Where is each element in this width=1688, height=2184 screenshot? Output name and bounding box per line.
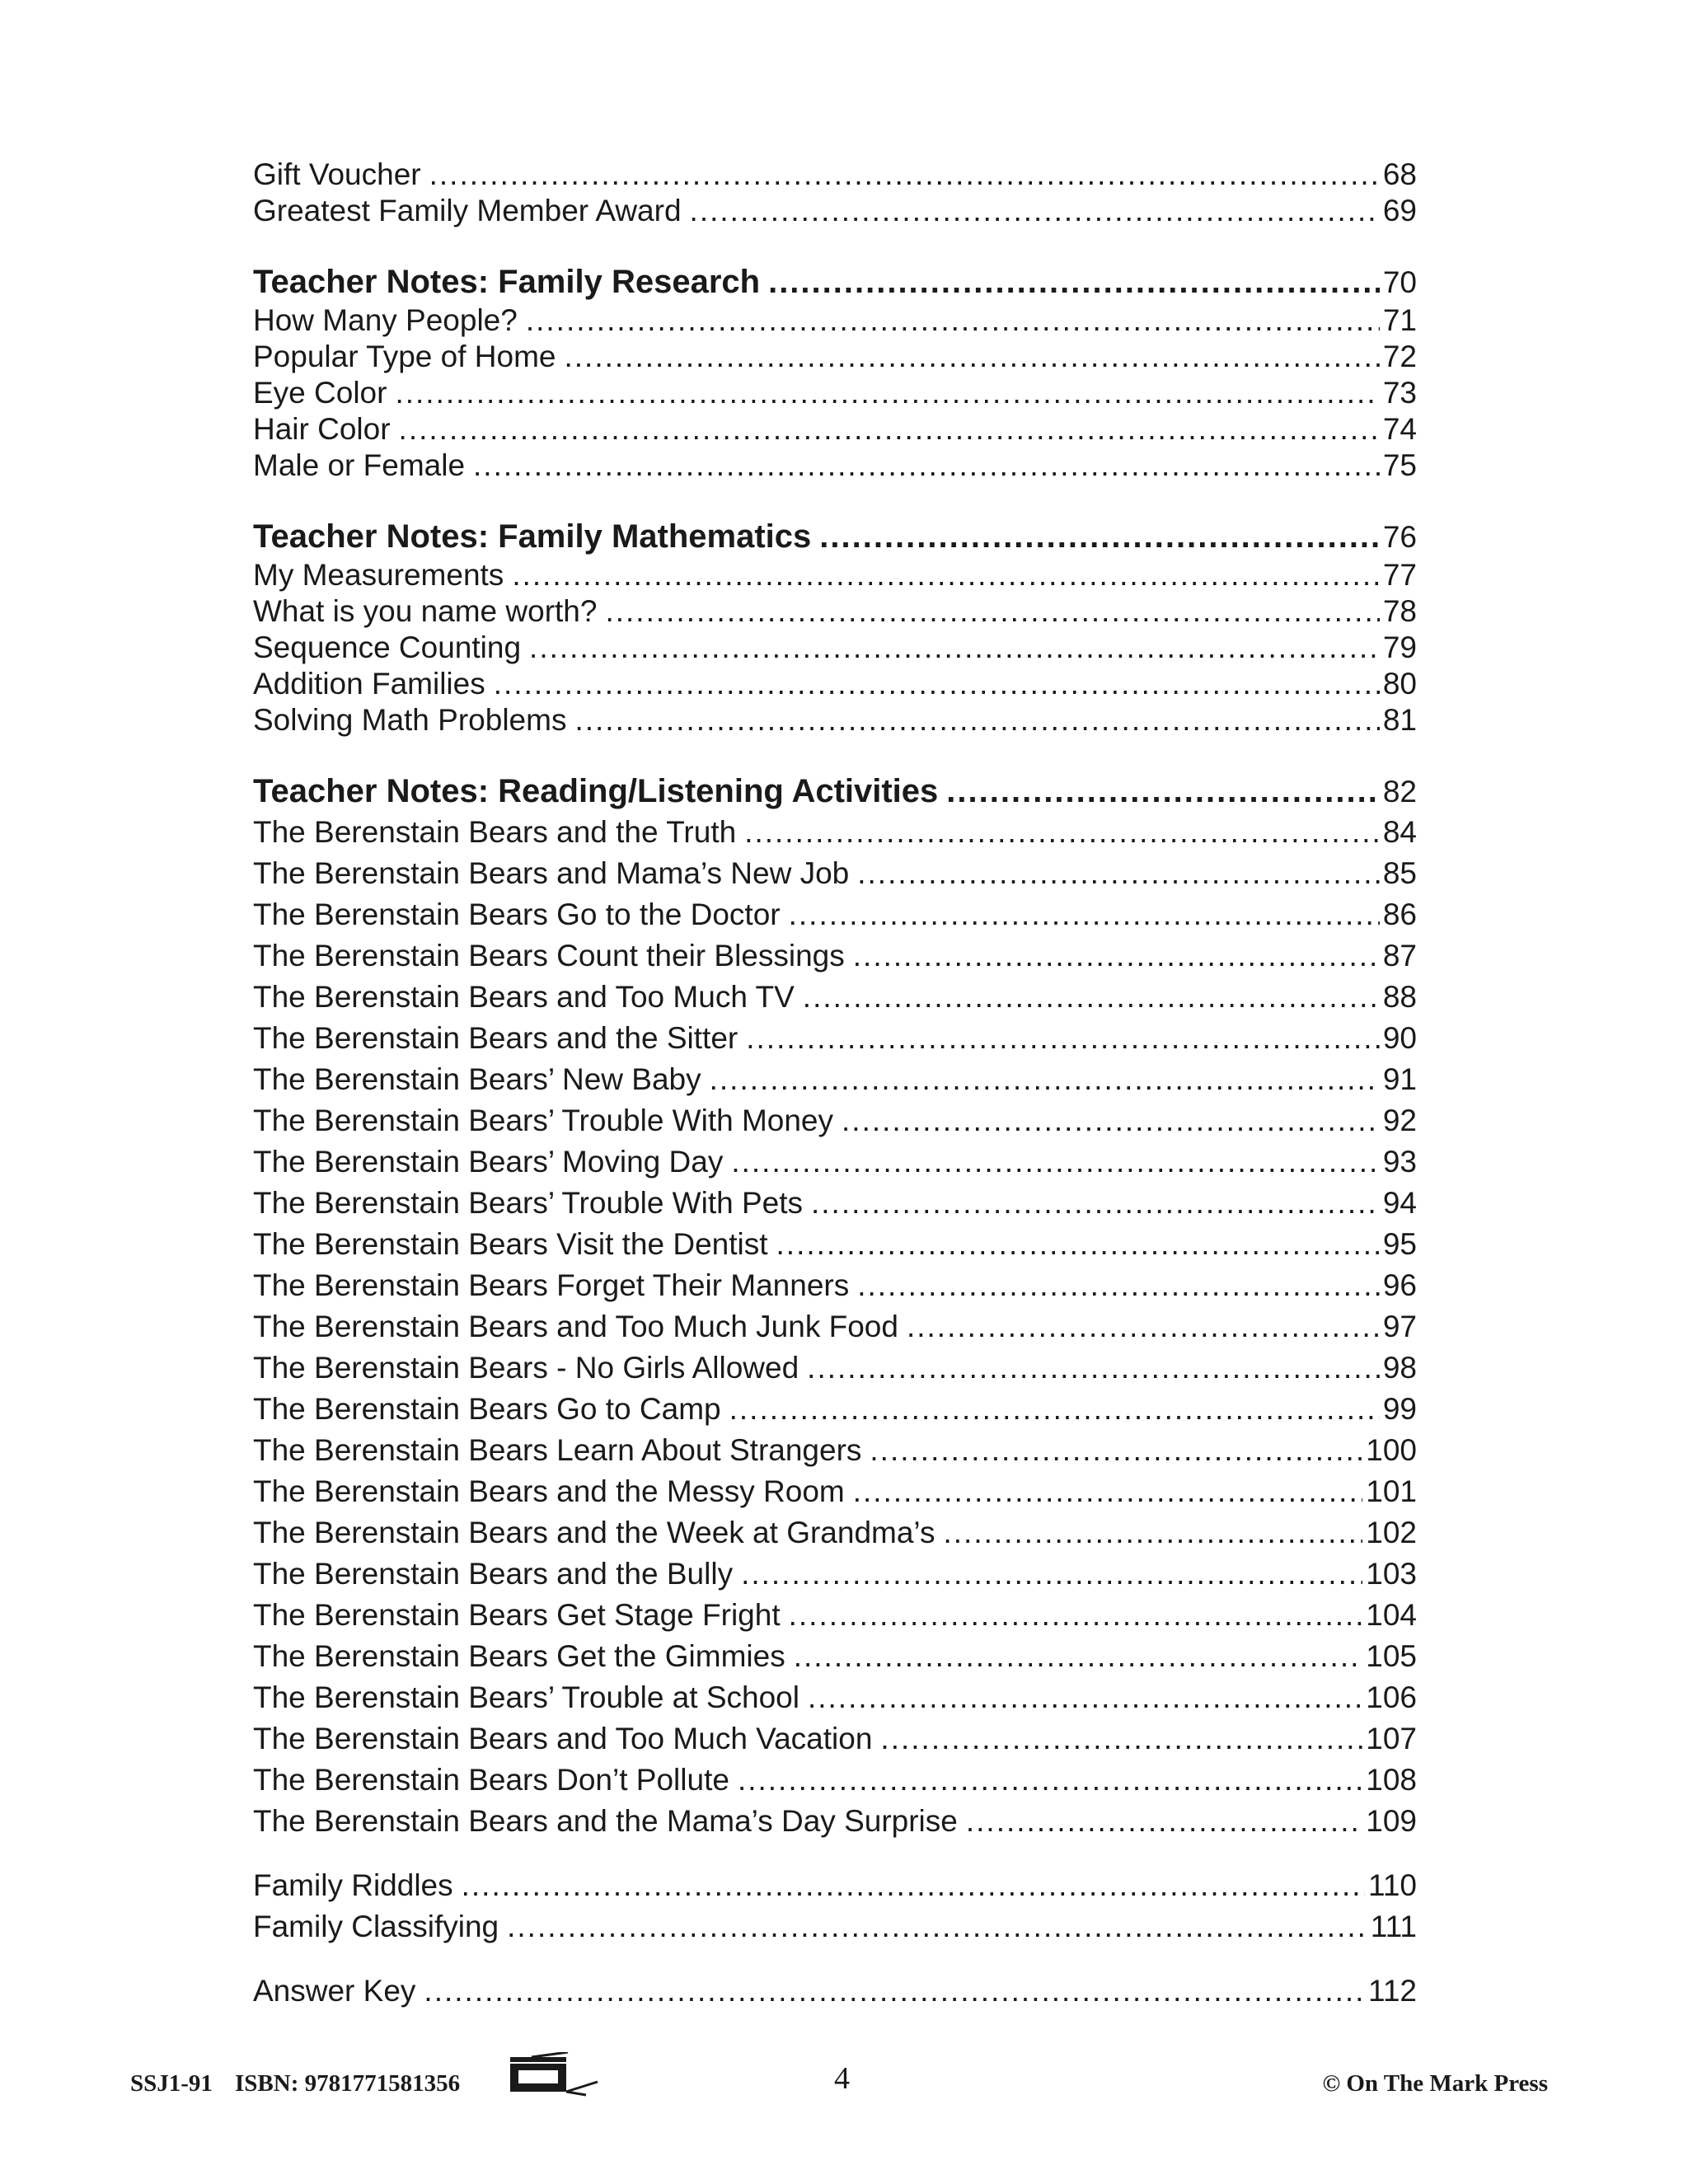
toc-page-number: 106 xyxy=(1366,1680,1417,1714)
toc-entry-title: The Berenstain Bears Go to the Doctor xyxy=(253,898,781,931)
toc-page-number: 80 xyxy=(1382,667,1417,701)
toc-entry-title: Male or Female xyxy=(253,448,466,482)
dot-leader xyxy=(803,977,1380,1018)
toc-entry-family-classifying[interactable] xyxy=(253,1906,1417,1947)
toc-page-number: 75 xyxy=(1382,448,1417,482)
toc-page-number: 73 xyxy=(1382,376,1417,410)
dot-leader xyxy=(424,1971,1365,2012)
toc-heading-title: Teacher Notes: Reading/Listening Activities xyxy=(253,773,939,809)
dot-leader xyxy=(853,1471,1363,1512)
toc-entry-title: The Berenstain Bears and Too Much Vacation xyxy=(253,1722,873,1755)
toc-page-number: 74 xyxy=(1382,412,1417,446)
dot-leader xyxy=(794,1636,1363,1677)
toc-page-number: 91 xyxy=(1382,1062,1417,1096)
toc-entry-eye-color[interactable] xyxy=(253,375,1417,411)
toc-entry-title: The Berenstain Bears’ Trouble With Money xyxy=(253,1104,834,1137)
dot-leader xyxy=(811,1183,1380,1224)
toc-page-number: 94 xyxy=(1382,1186,1417,1220)
dot-leader xyxy=(574,702,1379,738)
dot-leader xyxy=(842,1100,1380,1141)
toc-page-number: 88 xyxy=(1382,980,1417,1014)
toc-entry-title: The Berenstain Bears’ New Baby xyxy=(253,1062,701,1096)
dot-leader xyxy=(564,339,1379,375)
toc-entry-the-berenstain-bears-get-stage-fright[interactable] xyxy=(253,1595,1417,1636)
toc-entry-title: Addition Families xyxy=(253,667,485,701)
toc-entry-the-berenstain-bears-and-too-much-junk-food[interactable] xyxy=(253,1306,1417,1347)
dot-leader xyxy=(966,1801,1362,1842)
toc-page-number: 79 xyxy=(1382,630,1417,664)
toc-entry-hair-color[interactable] xyxy=(253,411,1417,448)
toc-entry-title: The Berenstain Bears’ Trouble at School xyxy=(253,1680,799,1714)
toc-page-number: 81 xyxy=(1382,703,1417,737)
dot-leader xyxy=(943,1512,1362,1554)
dot-leader xyxy=(507,1906,1367,1947)
toc-entry-what-is-you-name-worth[interactable] xyxy=(253,593,1417,630)
toc-page-number: 87 xyxy=(1382,939,1417,972)
toc-page-number: 92 xyxy=(1382,1104,1417,1137)
toc-heading-reading-listening[interactable] xyxy=(253,771,1417,812)
toc-entry-title: The Berenstain Bears and the Sitter xyxy=(253,1021,738,1055)
dot-leader xyxy=(870,1430,1362,1471)
dot-leader xyxy=(462,1865,1365,1906)
dot-leader xyxy=(526,302,1380,339)
toc-entry-title: Greatest Family Member Award xyxy=(253,194,682,227)
toc-page-number: 105 xyxy=(1366,1639,1417,1673)
isbn: ISBN: 9781771581356 xyxy=(235,2070,461,2097)
dot-leader xyxy=(710,1059,1380,1100)
toc-entry-title: The Berenstain Bears Count their Blessings xyxy=(253,939,845,972)
toc-entry-title: The Berenstain Bears and the Truth xyxy=(253,815,737,849)
dot-leader xyxy=(494,666,1380,702)
toc-entry-title: Answer Key xyxy=(253,1974,416,2008)
toc-entry-the-berenstain-bears-and-the-week-at-grandma-s[interactable] xyxy=(253,1512,1417,1554)
toc-page-number: 109 xyxy=(1366,1804,1417,1838)
toc-entry-title: Gift Voucher xyxy=(253,157,421,191)
dot-leader xyxy=(429,157,1380,193)
toc-entry-the-berenstain-bears-and-the-truth[interactable] xyxy=(253,812,1417,853)
page-number: 4 xyxy=(834,2061,850,2096)
toc-page-number: 70 xyxy=(1382,265,1417,299)
toc-entry-gift-voucher[interactable] xyxy=(253,157,1417,193)
toc-entry-title: The Berenstain Bears Go to Camp xyxy=(253,1392,721,1426)
toc-entry-the-berenstain-bears-visit-the-dentist[interactable] xyxy=(253,1224,1417,1265)
toc-entry-title: Popular Type of Home xyxy=(253,340,556,373)
dot-leader xyxy=(529,630,1380,666)
toc-entry-the-berenstain-bears-moving-day[interactable] xyxy=(253,1141,1417,1183)
toc-page-number: 82 xyxy=(1382,775,1417,808)
dot-leader xyxy=(946,771,1380,811)
publisher-logo-icon xyxy=(507,2052,606,2098)
toc-entry-title: The Berenstain Bears and the Week at Grandma’s xyxy=(253,1516,935,1549)
dot-leader xyxy=(744,812,1380,853)
toc-entry-how-many-people[interactable] xyxy=(253,302,1417,339)
dot-leader xyxy=(880,1718,1362,1760)
toc-entry-title: The Berenstain Bears and Too Much TV xyxy=(253,980,795,1014)
toc-entry-title: The Berenstain Bears and the Messy Room xyxy=(253,1474,845,1508)
dot-leader xyxy=(857,853,1380,894)
toc-entry-title: Sequence Counting xyxy=(253,630,522,664)
toc-entry-the-berenstain-bears-and-the-bully[interactable] xyxy=(253,1554,1417,1595)
toc-entry-the-berenstain-bears-count-their-blessings[interactable] xyxy=(253,935,1417,977)
toc-page-number: 86 xyxy=(1382,898,1417,931)
toc-entry-answer-key[interactable] xyxy=(253,1971,1417,2012)
toc-group-extras xyxy=(253,1865,1417,1947)
toc-page-number: 85 xyxy=(1382,856,1417,890)
toc-entry-the-berenstain-bears-and-the-mama-s-day-surprise[interactable] xyxy=(253,1801,1417,1842)
toc-entry-title: My Measurements xyxy=(253,558,504,592)
toc-entry-title: The Berenstain Bears Forget Their Manners xyxy=(253,1268,850,1302)
dot-leader xyxy=(512,557,1380,593)
toc-entry-title: The Berenstain Bears and Too Much Junk Food xyxy=(253,1310,898,1343)
toc-entry-the-berenstain-bears-new-baby[interactable] xyxy=(253,1059,1417,1100)
toc-entry-the-berenstain-bears-and-the-sitter[interactable] xyxy=(253,1018,1417,1059)
dot-leader xyxy=(729,1389,1380,1430)
toc-entry-the-berenstain-bears-learn-about-strangers[interactable] xyxy=(253,1430,1417,1471)
toc-page-number: 71 xyxy=(1382,303,1417,337)
toc-entry-the-berenstain-bears-and-too-much-vacation[interactable] xyxy=(253,1718,1417,1760)
toc-page-number: 104 xyxy=(1366,1598,1417,1632)
toc-page-number: 107 xyxy=(1366,1722,1417,1755)
toc-group-awards xyxy=(253,157,1417,229)
dot-leader xyxy=(690,193,1380,229)
dot-leader xyxy=(741,1554,1362,1595)
toc-entry-title: Solving Math Problems xyxy=(253,703,567,737)
toc-page-number: 76 xyxy=(1382,520,1417,554)
dot-leader xyxy=(473,448,1380,484)
dot-leader xyxy=(789,1595,1363,1636)
toc-entry-title: The Berenstain Bears Get Stage Fright xyxy=(253,1598,781,1632)
toc-entry-family-riddles[interactable] xyxy=(253,1865,1417,1906)
toc-entry-title: How Many People? xyxy=(253,303,518,337)
toc-page-number: 93 xyxy=(1382,1145,1417,1179)
dot-leader xyxy=(789,894,1380,935)
toc-entry-greatest-family-member-award[interactable] xyxy=(253,193,1417,229)
toc-page-number: 99 xyxy=(1382,1392,1417,1426)
dot-leader xyxy=(746,1018,1380,1059)
toc-group-research xyxy=(253,302,1417,484)
dot-leader xyxy=(399,411,1380,448)
toc-page-number: 72 xyxy=(1382,340,1417,373)
toc-entry-title: Eye Color xyxy=(253,376,387,410)
dot-leader xyxy=(807,1347,1380,1389)
dot-leader xyxy=(853,935,1380,977)
toc-group-math xyxy=(253,557,1417,738)
toc-entry-title: Family Classifying xyxy=(253,1910,499,1943)
dot-leader xyxy=(776,1224,1380,1265)
page-footer xyxy=(0,2052,1688,2110)
toc-entry-title: The Berenstain Bears’ Moving Day xyxy=(253,1145,724,1179)
toc-entry-the-berenstain-bears-no-girls-allowed[interactable] xyxy=(253,1347,1417,1389)
dot-leader xyxy=(768,262,1380,302)
toc-page-number: 108 xyxy=(1366,1763,1417,1797)
dot-leader xyxy=(819,517,1380,556)
toc-page-number: 112 xyxy=(1368,1974,1417,2008)
toc-page-number: 95 xyxy=(1382,1227,1417,1261)
toc-page-number: 90 xyxy=(1382,1021,1417,1055)
toc-entry-popular-type-of-home[interactable] xyxy=(253,339,1417,375)
toc-entry-title: Family Riddles xyxy=(253,1868,453,1902)
toc-page-number: 98 xyxy=(1382,1351,1417,1385)
toc-entry-title: The Berenstain Bears’ Trouble With Pets xyxy=(253,1186,803,1220)
dot-leader xyxy=(808,1677,1362,1718)
dot-leader xyxy=(738,1760,1362,1801)
toc-entry-the-berenstain-bears-and-the-messy-room[interactable] xyxy=(253,1471,1417,1512)
toc-entry-my-measurements[interactable] xyxy=(253,557,1417,593)
toc-entry-title: The Berenstain Bears and Mama’s New Job xyxy=(253,856,850,890)
toc-entry-the-berenstain-bears-don-t-pollute[interactable] xyxy=(253,1760,1417,1801)
toc-page-number: 110 xyxy=(1368,1868,1417,1902)
toc-heading-title: Teacher Notes: Family Research xyxy=(253,264,761,300)
toc-page-number: 103 xyxy=(1366,1557,1417,1591)
product-code: SSJ1-91 xyxy=(130,2070,213,2097)
toc-page-number: 68 xyxy=(1382,157,1417,191)
toc-entry-sequence-counting[interactable] xyxy=(253,630,1417,666)
copyright: © On The Mark Press xyxy=(1322,2070,1548,2097)
toc-entry-title: The Berenstain Bears - No Girls Allowed xyxy=(253,1351,799,1385)
toc-page-number: 78 xyxy=(1382,594,1417,628)
table-of-contents xyxy=(253,157,1417,2012)
toc-page-number: 102 xyxy=(1366,1516,1417,1549)
toc-heading-family-mathematics[interactable] xyxy=(253,517,1417,557)
toc-entry-male-or-female[interactable] xyxy=(253,448,1417,484)
toc-entry-title: The Berenstain Bears Get the Gimmies xyxy=(253,1639,785,1673)
dot-leader xyxy=(857,1265,1380,1306)
toc-entry-title: The Berenstain Bears Learn About Strangers xyxy=(253,1433,862,1467)
toc-entry-the-berenstain-bears-and-too-much-tv[interactable] xyxy=(253,977,1417,1018)
toc-entry-the-berenstain-bears-trouble-with-money[interactable] xyxy=(253,1100,1417,1141)
dot-leader xyxy=(605,593,1379,630)
toc-entry-the-berenstain-bears-trouble-with-pets[interactable] xyxy=(253,1183,1417,1224)
dot-leader xyxy=(395,375,1379,411)
toc-page-number: 97 xyxy=(1382,1310,1417,1343)
toc-entry-the-berenstain-bears-get-the-gimmies[interactable] xyxy=(253,1636,1417,1677)
toc-entry-title: The Berenstain Bears Visit the Dentist xyxy=(253,1227,768,1261)
toc-entry-title: What is you name worth? xyxy=(253,594,598,628)
toc-entry-title: The Berenstain Bears Don’t Pollute xyxy=(253,1763,729,1797)
toc-page-number: 101 xyxy=(1366,1474,1417,1508)
toc-entry-the-berenstain-bears-trouble-at-school[interactable] xyxy=(253,1677,1417,1718)
toc-entry-title: Hair Color xyxy=(253,412,391,446)
toc-entry-addition-families[interactable] xyxy=(253,666,1417,702)
toc-page-number: 69 xyxy=(1382,194,1417,227)
toc-heading-title: Teacher Notes: Family Mathematics xyxy=(253,518,812,555)
toc-entry-title: The Berenstain Bears and the Mama’s Day Surprise xyxy=(253,1804,958,1838)
dot-leader xyxy=(731,1141,1380,1183)
toc-entry-the-berenstain-bears-and-mama-s-new-job[interactable] xyxy=(253,853,1417,894)
toc-group-reading xyxy=(253,812,1417,1842)
toc-entry-the-berenstain-bears-forget-their-manners[interactable] xyxy=(253,1265,1417,1306)
toc-page-number: 111 xyxy=(1370,1910,1417,1943)
toc-page-number: 100 xyxy=(1366,1433,1417,1467)
toc-entry-the-berenstain-bears-go-to-the-doctor[interactable] xyxy=(253,894,1417,935)
toc-heading-family-research[interactable] xyxy=(253,262,1417,302)
toc-page-number: 84 xyxy=(1382,815,1417,849)
toc-entry-the-berenstain-bears-go-to-camp[interactable] xyxy=(253,1389,1417,1430)
toc-entry-solving-math-problems[interactable] xyxy=(253,702,1417,738)
dot-leader xyxy=(907,1306,1380,1347)
toc-page-number: 96 xyxy=(1382,1268,1417,1302)
toc-page-number: 77 xyxy=(1382,558,1417,592)
toc-entry-title: The Berenstain Bears and the Bully xyxy=(253,1557,734,1591)
